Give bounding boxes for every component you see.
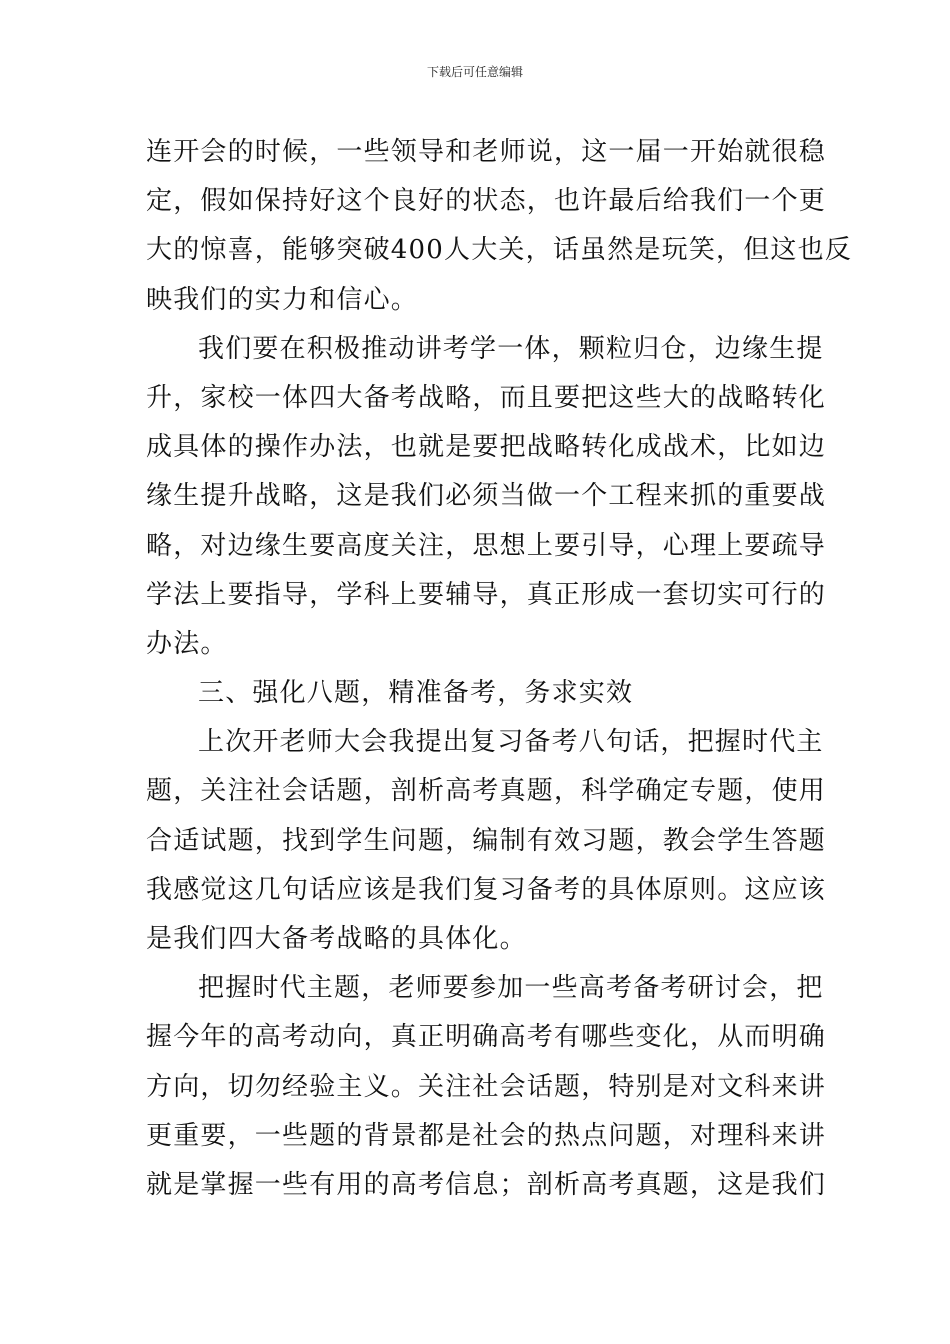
text-line: 连开会的时候，一些领导和老师说，这一届一开始就很稳 xyxy=(146,137,827,167)
text-line: 更重要，一些题的背景都是社会的热点问题，对理科来讲 xyxy=(146,1120,827,1151)
paragraph-4 xyxy=(146,964,827,1210)
text-line: 是我们四大备考战略的具体化。 xyxy=(146,924,527,954)
text-line: 大的惊喜，能够突破400人大关，话虽然是玩笑，但这也反 xyxy=(146,235,853,266)
section-heading-text: 三、强化八题，精准备考，务求实效 xyxy=(198,678,634,709)
section-heading xyxy=(146,669,808,718)
text-line: 升，家校一体四大备考战略，而且要把这些大的战略转化 xyxy=(146,382,827,413)
text-line: 学法上要指导，学科上要辅导，真正形成一套切实可行的 xyxy=(146,579,827,610)
document-body xyxy=(146,128,853,1210)
text-line: 我感觉这几句话应该是我们复习备考的具体原则。这应该 xyxy=(146,874,827,905)
paragraph-2 xyxy=(146,325,827,669)
text-line: 我们要在积极推动讲考学一体，颗粒归仓，边缘生提 xyxy=(198,333,824,364)
text-line: 办法。 xyxy=(146,628,228,659)
text-line: 成具体的操作办法，也就是要把战略转化成战术，比如边 xyxy=(146,432,827,463)
text-line: 定，假如保持好这个良好的状态，也许最后给我们一个更 xyxy=(146,186,827,217)
paragraph-3 xyxy=(146,718,827,964)
page-header: 下载后可任意编辑 xyxy=(426,65,523,79)
text-line: 题，关注社会话题，剖析高考真题，科学确定专题，使用 xyxy=(146,776,827,807)
paragraph-1 xyxy=(146,128,853,325)
text-line: 就是掌握一些有用的高考信息；剖析高考真题，这是我们 xyxy=(146,1169,827,1200)
text-line: 略，对边缘生要高度关注，思想上要引导，心理上要疏导 xyxy=(146,530,827,561)
text-line: 缘生提升战略，这是我们必须当做一个工程来抓的重要战 xyxy=(146,481,827,512)
text-line: 把握时代主题，老师要参加一些高考备考研讨会，把 xyxy=(198,973,824,1004)
text-line: 映我们的实力和信心。 xyxy=(146,284,419,315)
text-line: 合适试题，找到学生问题，编制有效习题，教会学生答题 xyxy=(146,825,827,856)
text-line: 上次开老师大会我提出复习备考八句话，把握时代主 xyxy=(198,727,824,758)
text-line: 握今年的高考动向，真正明确高考有哪些变化，从而明确 xyxy=(146,1022,827,1053)
text-line: 方向，切勿经验主义。关注社会话题，特别是对文科来讲 xyxy=(146,1071,827,1102)
